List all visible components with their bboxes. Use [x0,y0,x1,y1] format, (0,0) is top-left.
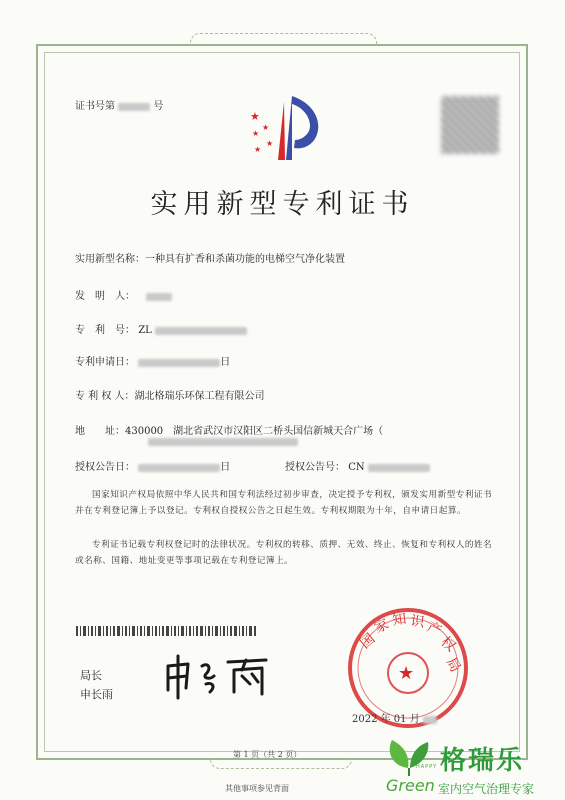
brand-tagline: 室内空气治理专家 [438,782,535,796]
svg-text:★: ★ [398,663,415,684]
apply-date-label: 专利申请日： [75,357,135,368]
field-patent-number [75,321,247,336]
svg-text:识: 识 [409,613,426,631]
brand-word-happy: HAPPY [416,764,438,770]
field-name [75,250,345,265]
grant-no-redacted [368,464,430,472]
brand-word-green: Green [386,776,435,795]
grant-no-label: 授权公告号： [285,462,345,473]
certificate-paragraph-2: 专利证书记载专利权登记时的法律状况。专利权的转移、质押、无效、终止、恢复和专利权人的姓名或名称、国籍、地址变更等事项记载在专利登记簿上。 [75,540,493,566]
cert-number-label: 证书号第 [75,101,115,112]
address-line2 [148,436,298,447]
svg-text:★: ★ [252,129,260,138]
patent-no-prefix: ZL [138,325,152,336]
qr-code-redacted [441,96,499,154]
seal-date-line [352,710,437,725]
grant-no-prefix: CN [348,462,365,473]
grant-date-label: 授权公告日： [75,462,135,473]
apply-date-suffix: 日 [220,357,231,368]
field-apply-date [75,353,230,368]
director-signature [162,652,282,700]
address-label: 地 址： [75,426,125,437]
holder-value: 湖北格瑞乐环保工程有限公司 [134,391,265,402]
address-line1: 430000 湖北省武汉市汉阳区二桥头国信新城天合广场（ [125,426,384,437]
field-holder [75,387,265,402]
inventor-label: 发 明 人： [75,291,135,302]
holder-label: 专 利 权 人： [75,391,135,402]
page-indicator: 第 1 页（共 2 页） [233,750,302,759]
seal-date: 2022 年 01 月 [352,714,420,725]
name-value: 一种具有扩香和杀菌功能的电梯空气净化装置 [145,254,345,265]
cert-number-line [75,97,163,112]
footer-note: 其他事项参见背面 [225,784,289,793]
apply-date-redacted [138,359,220,367]
svg-text:国: 国 [357,630,379,653]
patent-no-redacted [155,327,247,335]
director-title: 局长 [80,669,102,682]
svg-text:局: 局 [442,655,464,676]
field-address [75,422,383,437]
director-name: 申长雨 [80,688,113,701]
svg-text:★: ★ [250,110,260,123]
patent-no-label: 专 利 号： [75,325,135,336]
certificate-paragraph-1: 国家知识产权局依照中华人民共和国专利法经过初步审查，决定授予专利权，颁发实用新型专利证书并在专利登记簿上予以登记。专利权自授权公告之日起生效。专利权期限为十年，自申请日起算。 [75,490,493,516]
svg-text:知: 知 [391,611,408,629]
brand-logo [378,728,560,800]
svg-text:产: 产 [424,619,444,640]
brand-name: 格瑞乐 [440,746,525,776]
grant-date-redacted [138,464,220,472]
field-grant-date [75,458,230,473]
certificate-title: 实用新型专利证书 [150,189,415,220]
svg-text:权: 权 [437,633,459,656]
svg-text:家: 家 [371,616,392,637]
seal-day-redacted [423,716,437,724]
cert-number-suffix: 号 [153,101,164,112]
barcode [76,626,256,636]
field-inventor [75,287,172,302]
top-ornament [190,33,377,46]
patent-office-emblem [240,90,330,170]
cert-number-redacted [118,103,150,111]
svg-text:★: ★ [262,123,270,132]
name-label: 实用新型名称： [75,254,145,265]
address-line2-redacted [148,438,298,446]
svg-text:★: ★ [254,145,262,154]
grant-date-suffix: 日 [220,462,231,473]
field-grant-number [285,458,430,473]
svg-text:★: ★ [266,139,274,148]
inventor-redacted [146,293,172,301]
